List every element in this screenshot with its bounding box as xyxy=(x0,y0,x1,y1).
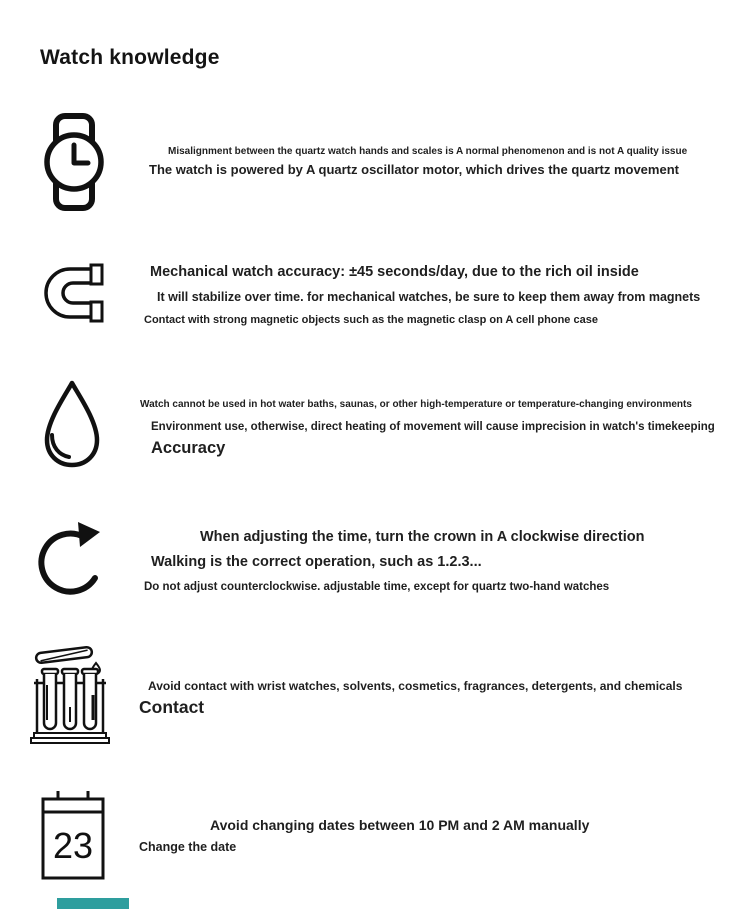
magnet-icon xyxy=(36,262,106,324)
walking-operation-text: Walking is the correct operation, such as 1.2.3... xyxy=(151,554,482,570)
contact-heading: Contact xyxy=(139,697,205,717)
watch-icon xyxy=(43,112,105,212)
test-tubes-icon xyxy=(30,641,110,745)
footer-accent-bar xyxy=(57,898,129,909)
quartz-note-text: Misalignment between the quartz watch hands and scales is A normal phenomenon and is not A quality issue xyxy=(168,146,688,157)
date-change-warning-text: Avoid changing dates between 10 PM and 2 AM manually xyxy=(210,817,590,833)
change-date-heading: Change the date xyxy=(139,840,237,854)
quartz-main-text: The watch is powered by A quartz oscillator motor, which drives the quartz movement xyxy=(149,162,679,177)
magnet-sub-text: It will stabilize over time. for mechanical watches, be sure to keep them away from magnets xyxy=(157,290,701,304)
chemicals-note-text: Avoid contact with wrist watches, solvents, cosmetics, fragrances, detergents, and chemicals xyxy=(148,679,683,693)
calendar-icon xyxy=(41,790,105,880)
water-drop-icon xyxy=(40,378,104,470)
temperature-note-text: Watch cannot be used in hot water baths, saunas, or other high-temperature or temperature-changing environments xyxy=(140,399,692,410)
counterclockwise-note-text: Do not adjust counterclockwise. adjustable time, except for quartz two-hand watches xyxy=(144,581,610,593)
temperature-sub-text: Environment use, otherwise, direct heating of movement will cause imprecision in watch's timekeeping xyxy=(151,421,715,433)
magnet-note-text: Contact with strong magnetic objects such as the magnetic clasp on A cell phone case xyxy=(144,314,598,326)
accuracy-heading: Accuracy xyxy=(151,439,226,457)
calendar-day: 23 xyxy=(52,825,94,866)
magnet-headline-text: Mechanical watch accuracy: ±45 seconds/day, due to the rich oil inside xyxy=(150,264,639,280)
page-title: Watch knowledge xyxy=(40,46,220,70)
clockwise-arrow-icon xyxy=(34,520,110,600)
crown-direction-text: When adjusting the time, turn the crown in A clockwise direction xyxy=(200,529,645,545)
